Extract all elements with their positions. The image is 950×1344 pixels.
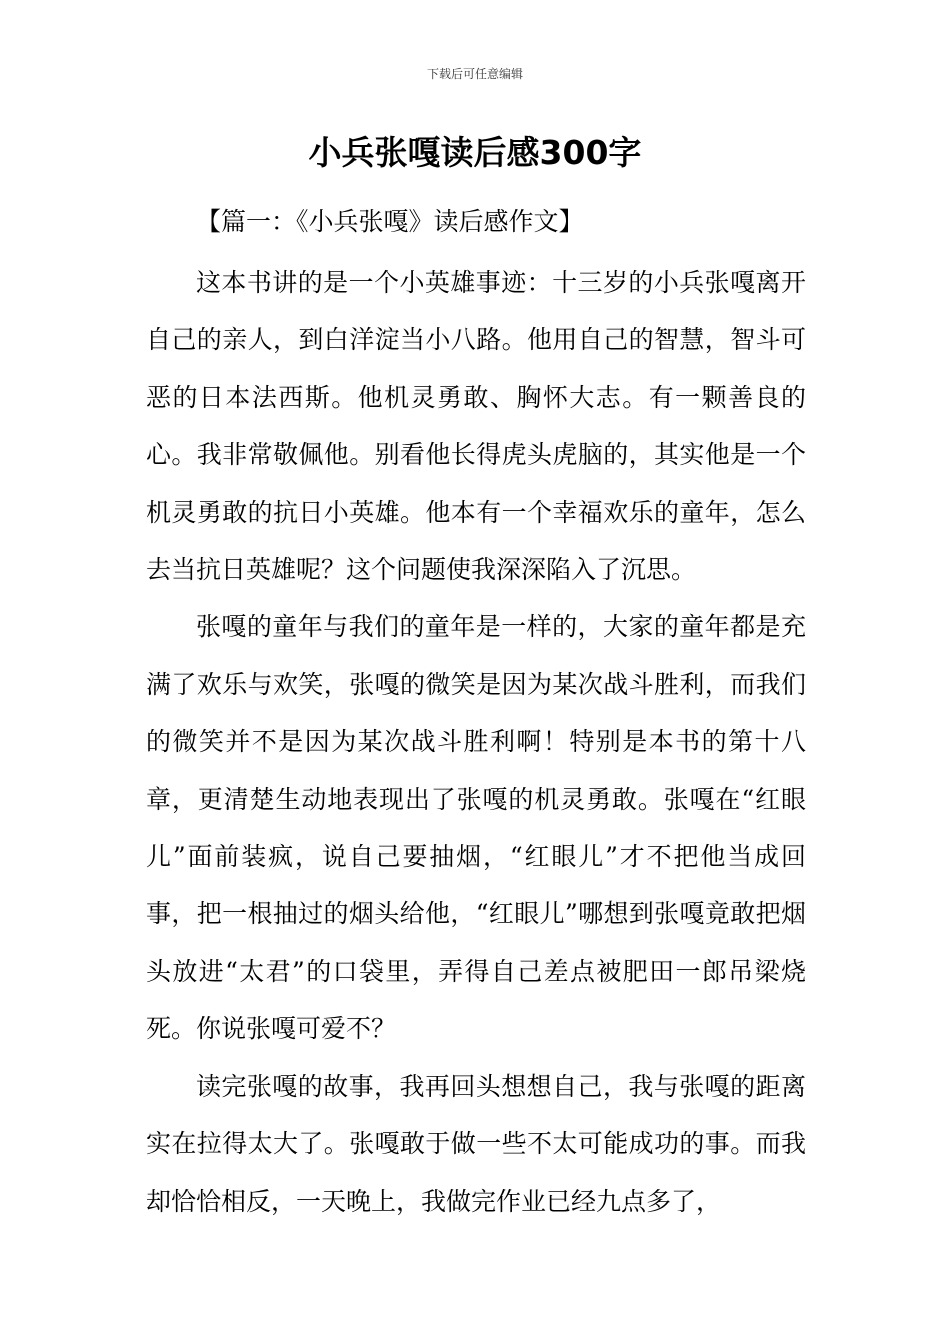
document-title: 小兵张嘎读后感300字 [308,133,642,172]
header-note: 下载后可任意编辑 [426,67,523,81]
paragraph: 这本书讲的是一个小英雄事迹：十三岁的小兵张嘎离开自己的亲人，到白洋淀当小八路。他用自己的智慧，智斗可恶的日本法西斯。他机灵勇敢、胸怀大志。有一颗善良的心。我非常敬佩他。别看他长得虎头虎脑的，其实他是一个机灵勇敢的抗日小英雄。他本有一个幸福欢乐的童年，怎么去当抗日英雄呢？这个问题使我深深陷入了沉思。 [146,268,806,585]
paragraph: 张嘎的童年与我们的童年是一样的，大家的童年都是充满了欢乐与欢笑，张嘎的微笑是因为某次战斗胜利，而我们的微笑并不是因为某次战斗胜利啊！特别是本书的第十八章，更清楚生动地表现出了张嘎的机灵勇敢。张嘎在“红眼儿”面前装疯，说自己要抽烟，“红眼儿”才不把他当成回事，把一根抽过的烟头给他，“红眼儿”哪想到张嘎竟敢把烟头放进“太君”的口袋里，弄得自己差点被肥田一郎吊梁烧死。你说张嘎可爱不？ [146,612,806,1044]
section-heading: 【篇一：《小兵张嘎》读后感作文】 [196,207,584,236]
body-text [146,254,806,1230]
paragraph: 读完张嘎的故事，我再回头想想自己，我与张嘎的距离实在拉得太大了。张嘎敢于做一些不太可能成功的事。而我却恰恰相反，一天晚上，我做完作业已经九点多了， [146,1071,806,1216]
